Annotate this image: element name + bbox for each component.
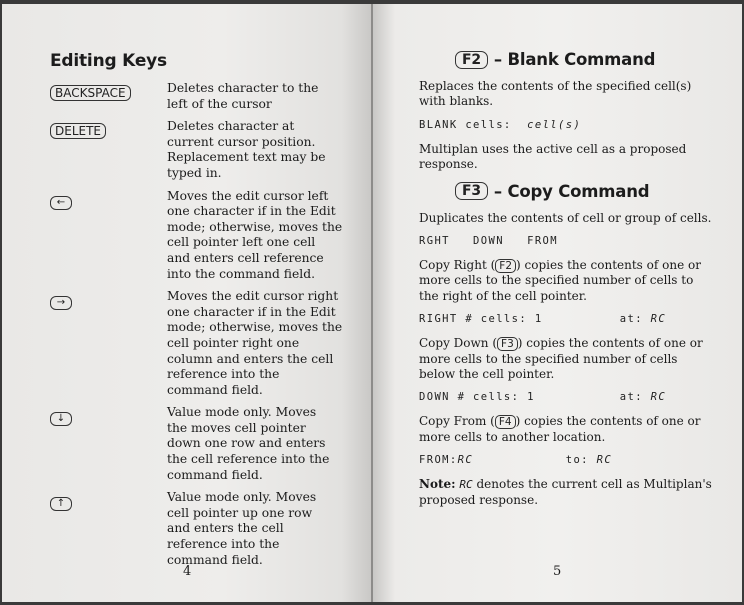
f3-key-label: F3 <box>497 337 518 351</box>
right-page-content <box>419 50 731 517</box>
para-line: with blanks. <box>419 94 494 109</box>
para-line <box>419 414 731 429</box>
heading-text: – Copy Command <box>493 181 650 201</box>
para-line <box>419 336 731 351</box>
para-line <box>419 477 731 492</box>
para-line <box>419 258 731 273</box>
desc-line: down one row and enters <box>167 436 326 451</box>
desc-line: Value mode only. Moves <box>167 405 317 420</box>
prompt-label: FROM: <box>419 454 458 467</box>
copy-down-description <box>419 336 731 382</box>
desc-line: into the command field. <box>167 266 315 281</box>
at-label: at: <box>619 313 643 326</box>
para-line: the right of the cell pointer. <box>419 288 587 303</box>
backspace-key-label: BACKSPACE <box>50 85 131 101</box>
entry-description <box>167 119 353 181</box>
right-arrow-icon: → <box>50 296 72 310</box>
desc-line: Deletes character to the <box>167 81 319 95</box>
blank-after <box>419 142 731 173</box>
copy-command-heading <box>419 182 731 201</box>
desc-line: typed in. <box>167 165 222 180</box>
desc-line: Moves the edit cursor left <box>167 188 329 203</box>
desc-line: Value mode only. Moves <box>167 490 317 505</box>
copy-menu: RGHT DOWN FROM <box>419 235 558 248</box>
para-line: Multiplan uses the active cell as a proposed <box>419 141 687 156</box>
text-run: Copy From ( <box>419 414 495 429</box>
note <box>419 477 731 508</box>
para-line: more cells to the specified number of cells to <box>419 273 694 288</box>
copy-intro <box>419 211 731 226</box>
desc-line: command field. <box>167 467 263 482</box>
copy-right-description <box>419 258 731 304</box>
desc-line: command field. <box>167 552 263 567</box>
desc-line: Replacement text may be <box>167 150 326 165</box>
at-value: RC <box>650 313 667 326</box>
f3-key-label: F3 <box>455 182 488 200</box>
text-run: Copy Down ( <box>419 336 498 351</box>
para-line: proposed response. <box>419 492 539 507</box>
desc-line: reference into the <box>167 537 280 552</box>
entry-left-arrow <box>50 189 360 283</box>
desc-line: the moves cell pointer <box>167 420 306 435</box>
copy-from-description <box>419 414 731 445</box>
to-value: RC <box>596 454 613 467</box>
desc-line: Deletes character at <box>167 119 295 134</box>
blank-command-heading <box>419 50 731 69</box>
desc-line: Moves the edit cursor right <box>167 289 339 304</box>
desc-line: column and enters the cell <box>167 351 334 366</box>
entry-up-arrow <box>50 490 360 568</box>
entry-description <box>167 289 353 398</box>
f2-key-label: F2 <box>455 51 488 69</box>
entry-backspace <box>50 81 360 112</box>
copy-down-prompt <box>419 391 731 404</box>
text-run: ) copies the contents of one or <box>517 336 703 351</box>
down-arrow-icon: ↓ <box>50 412 72 426</box>
right-page <box>373 4 742 602</box>
desc-line: and enters cell reference <box>167 250 324 265</box>
entry-down-arrow <box>50 405 360 483</box>
entry-description <box>167 405 353 483</box>
left-arrow-icon: ← <box>50 196 72 210</box>
text-run: ) copies the contents of one or <box>516 258 701 273</box>
para-line: response. <box>419 157 478 172</box>
page-heading: Editing Keys <box>50 51 167 71</box>
desc-line: command field. <box>167 382 263 397</box>
entry-description <box>167 189 353 283</box>
prompt-label: RIGHT # cells: 1 <box>419 313 543 326</box>
para-line: more cells to another location. <box>419 429 606 444</box>
entry-right-arrow <box>50 289 360 398</box>
desc-line: the cell reference into the <box>167 452 330 467</box>
book-spread <box>0 4 744 602</box>
delete-key-label: DELETE <box>50 123 106 139</box>
desc-line: mode; otherwise, moves the <box>167 320 343 335</box>
heading-text: – Blank Command <box>493 50 656 69</box>
desc-line: reference into the <box>167 367 280 382</box>
f4-key-label: F4 <box>495 415 516 429</box>
prompt-label: BLANK cells: <box>419 118 512 131</box>
desc-line: one character if in the Edit <box>167 204 336 219</box>
page-number: 4 <box>183 564 192 579</box>
desc-line: cell pointer up one row <box>167 505 313 520</box>
prompt-value: cell(s) <box>527 118 582 131</box>
editing-keys-list <box>50 81 360 568</box>
note-text: denotes the current cell as Multiplan's <box>472 477 712 492</box>
prompt-label: DOWN # cells: 1 <box>419 391 535 404</box>
para-line: below the cell pointer. <box>419 367 555 382</box>
at-label: at: <box>619 391 643 404</box>
f2-key-label: F2 <box>495 259 516 273</box>
desc-line: one character if in the Edit <box>167 304 336 319</box>
desc-line: mode; otherwise, moves the <box>167 219 343 234</box>
para-line: more cells to the specified number of cells <box>419 351 678 366</box>
text-run: ) copies the contents of one or <box>515 414 701 429</box>
desc-line: cell pointer left one cell <box>167 235 316 250</box>
desc-line: current cursor position. <box>167 134 316 149</box>
entry-description <box>167 490 353 568</box>
page-number: 5 <box>553 564 562 579</box>
note-label: Note: <box>419 477 456 492</box>
entry-delete <box>50 119 360 181</box>
prompt-value: RC <box>457 454 474 467</box>
to-label: to: <box>565 454 589 467</box>
para-line: Duplicates the contents of cell or group of cells. <box>419 210 712 225</box>
left-page <box>2 4 371 602</box>
desc-line: cell pointer right one <box>167 335 300 350</box>
up-arrow-icon: ↑ <box>50 497 72 511</box>
note-rc: RC <box>459 478 473 492</box>
desc-line: and enters the cell <box>167 521 284 536</box>
copy-right-prompt <box>419 313 731 326</box>
blank-prompt <box>419 119 731 132</box>
text-run: Copy Right ( <box>419 258 496 273</box>
entry-description <box>167 81 353 112</box>
para-line: Replaces the contents of the specified cell(s) <box>419 79 692 93</box>
blank-description <box>419 79 731 110</box>
desc-line: left of the cursor <box>167 96 272 111</box>
at-value: RC <box>650 391 667 404</box>
copy-from-prompt <box>419 454 731 467</box>
